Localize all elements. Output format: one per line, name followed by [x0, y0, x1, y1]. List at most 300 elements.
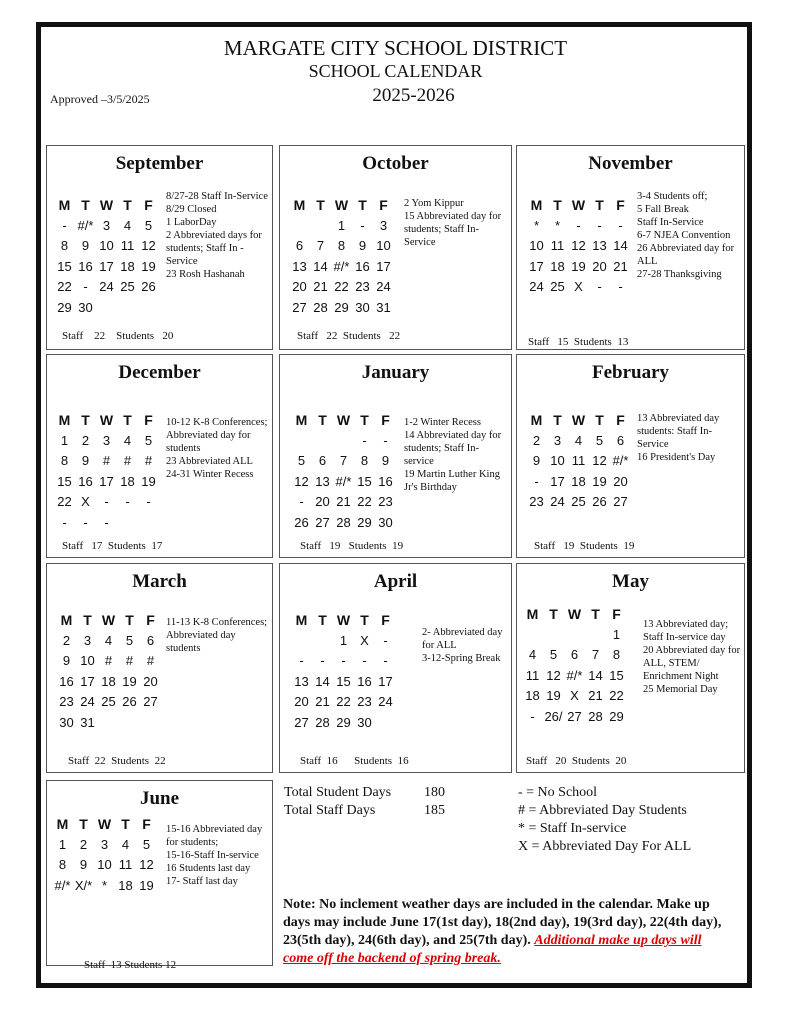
- week-row: [526, 494, 631, 515]
- day-cell: 22: [609, 688, 624, 703]
- day-cell: X: [570, 688, 579, 703]
- day-cell: 19: [546, 688, 561, 703]
- day-cell: 9: [358, 238, 367, 253]
- total-student-days: [284, 784, 445, 802]
- day-cell: 25: [101, 694, 116, 709]
- weekday-header: [56, 612, 161, 633]
- week-row: [291, 674, 396, 695]
- day-cell: 18: [571, 473, 586, 489]
- note-line: 5 Fall Break: [637, 204, 689, 215]
- day-cell: 13: [292, 258, 307, 274]
- day-cell: X: [81, 494, 90, 509]
- month-name: March: [132, 571, 187, 592]
- day-cell: 16: [378, 473, 393, 489]
- day-cell: 8: [58, 857, 67, 872]
- month-name: May: [612, 571, 649, 592]
- day-cell: 7: [591, 647, 600, 662]
- day-grid: [526, 412, 631, 515]
- weekday-label: M: [295, 612, 308, 628]
- weekday-label: M: [530, 197, 543, 213]
- weekday-label: M: [295, 412, 308, 428]
- day-cell: 13: [294, 673, 309, 689]
- day-cell: 13: [592, 238, 607, 253]
- day-cell: 9: [79, 857, 88, 872]
- day-cell: 28: [315, 714, 330, 730]
- day-cell: 27: [613, 494, 628, 509]
- legend: [518, 784, 691, 856]
- day-cell: 7: [316, 238, 325, 253]
- week-row: [291, 694, 396, 715]
- day-cell: 19: [571, 258, 586, 274]
- day-cell: 29: [57, 299, 72, 315]
- day-cell: 27: [294, 714, 309, 730]
- day-grid: [289, 197, 394, 320]
- note-line: 6-7 NJEA Convention: [637, 230, 731, 241]
- day-cell: 16: [355, 258, 370, 274]
- week-row: [526, 433, 631, 454]
- day-cell: -: [62, 217, 67, 233]
- day-cell: 21: [313, 279, 328, 294]
- day-cell: 6: [146, 632, 155, 648]
- day-cell: 18: [118, 877, 133, 893]
- day-cell: 1: [58, 836, 67, 852]
- approved-date: Approved –3/5/2025: [50, 92, 150, 106]
- week-row: [526, 453, 631, 474]
- total-student-label: Total Student Days: [284, 785, 392, 800]
- day-cell: 11: [118, 857, 133, 872]
- day-cell: X: [574, 279, 583, 294]
- month-notes: [637, 412, 743, 464]
- day-grid: [526, 197, 631, 300]
- day-cell: #/*: [77, 217, 94, 233]
- legend-staff-inservice: * = Staff In-service: [518, 821, 627, 836]
- note-line: 17- Staff last day: [166, 876, 238, 887]
- note-line: 1-2 Winter Recess: [404, 417, 481, 428]
- week-row: [54, 474, 159, 495]
- weekday-label: T: [81, 412, 90, 428]
- day-cell: 12: [141, 238, 156, 253]
- day-cell: -: [618, 217, 623, 233]
- day-cell: 12: [571, 238, 586, 253]
- weekday-header: [52, 816, 157, 837]
- day-cell: 8: [337, 238, 346, 253]
- day-cell: 21: [315, 694, 330, 709]
- note-line: 2- Abbreviated day for ALL: [422, 627, 503, 651]
- weekday-label: T: [553, 412, 562, 428]
- month-notes: [166, 416, 270, 481]
- week-row: [291, 715, 396, 736]
- day-cell: -: [597, 279, 602, 294]
- week-row: [291, 633, 396, 654]
- day-cell: 2: [532, 432, 541, 448]
- weekday-label: M: [56, 816, 69, 832]
- day-cell: 7: [339, 453, 348, 468]
- staff-student-count: Staff 19 Students 19: [300, 540, 404, 552]
- month-notes: [404, 416, 508, 494]
- day-cell: 15: [336, 673, 351, 689]
- day-cell: 6: [616, 432, 625, 448]
- day-cell: 4: [121, 836, 130, 852]
- week-row: [522, 709, 627, 730]
- day-cell: 19: [141, 473, 156, 489]
- staff-student-count: Staff 22 Students 20: [62, 330, 174, 342]
- day-cell: 17: [529, 258, 544, 274]
- day-cell: #: [102, 453, 111, 468]
- weekday-label: M: [526, 606, 539, 622]
- week-row: [56, 633, 161, 654]
- day-cell: -: [597, 217, 602, 233]
- day-cell: 14: [315, 673, 330, 689]
- day-cell: -: [83, 514, 88, 530]
- day-cell: 26: [122, 694, 137, 709]
- day-cell: 30: [355, 299, 370, 315]
- day-cell: 15: [609, 667, 624, 683]
- weekday-label: M: [60, 612, 73, 628]
- weekday-header: [291, 412, 396, 433]
- note-line: 20 Abbreviated day for ALL, STEM/ Enrichment Night: [643, 645, 741, 682]
- weekday-label: F: [612, 606, 621, 622]
- note-line: 16 President's Day: [637, 452, 716, 463]
- day-grid: [54, 412, 159, 535]
- day-cell: 18: [120, 258, 135, 274]
- day-cell: 23: [355, 279, 370, 294]
- staff-student-count: Staff 16 Students 16: [300, 755, 409, 767]
- weekday-label: F: [142, 816, 151, 832]
- day-cell: 22: [57, 494, 72, 509]
- day-cell: 16: [78, 258, 93, 274]
- day-cell: 30: [78, 299, 93, 315]
- legend-abbreviated-all: X = Abbreviated Day For ALL: [518, 839, 692, 854]
- day-cell: 1: [612, 626, 621, 642]
- day-cell: -: [299, 653, 304, 668]
- total-staff-value: 185: [424, 803, 445, 818]
- weekday-label: T: [549, 606, 558, 622]
- day-cell: 25: [550, 279, 565, 294]
- day-cell: 8: [60, 238, 69, 253]
- day-cell: #: [125, 653, 134, 668]
- day-cell: -: [299, 494, 304, 509]
- day-cell: *: [554, 217, 561, 233]
- day-cell: 21: [336, 494, 351, 509]
- week-row: [522, 647, 627, 668]
- note-text: Note: No inclement weather days are included in the calendar. Make up days may include June 17(1st day), 18(2nd day), 19(3rd day), 22(4th day), 23(5th day), 24(6th day), and 25(7th day).: [283, 897, 722, 948]
- day-cell: 23: [59, 694, 74, 709]
- weekday-label: M: [58, 197, 71, 213]
- week-row: [291, 494, 396, 515]
- day-cell: -: [362, 653, 367, 668]
- week-row: [291, 433, 396, 454]
- day-cell: 25: [571, 494, 586, 509]
- day-cell: 20: [613, 473, 628, 489]
- total-staff-days: [284, 802, 445, 820]
- day-cell: 11: [571, 453, 586, 468]
- day-cell: 9: [81, 453, 90, 468]
- day-cell: -: [530, 708, 535, 724]
- day-cell: 2: [81, 432, 90, 448]
- day-cell: 11: [120, 238, 135, 253]
- note-line: 3-4 Students off;: [637, 191, 708, 202]
- day-cell: 16: [357, 673, 372, 689]
- day-cell: 13: [315, 473, 330, 489]
- note-line: 23 Abbreviated ALL: [166, 456, 253, 467]
- day-cell: 27: [315, 514, 330, 530]
- day-cell: 5: [142, 836, 151, 852]
- day-cell: -: [341, 653, 346, 668]
- note-line: Staff In-Service: [637, 217, 704, 228]
- day-cell: -: [125, 494, 130, 509]
- day-cell: 22: [336, 694, 351, 709]
- day-cell: 12: [139, 857, 154, 872]
- week-row: [526, 474, 631, 495]
- week-row: [526, 238, 631, 259]
- day-cell: 9: [81, 238, 90, 253]
- day-cell: 4: [528, 647, 537, 662]
- week-row: [291, 474, 396, 495]
- day-cell: 30: [378, 514, 393, 530]
- day-cell: 12: [592, 453, 607, 468]
- weekday-label: F: [381, 412, 390, 428]
- day-cell: 15: [57, 258, 72, 274]
- day-cell: -: [534, 473, 539, 489]
- day-grid: [291, 412, 396, 535]
- legend-no-school: - = No School: [518, 785, 598, 800]
- day-cell: 19: [141, 258, 156, 274]
- day-cell: 5: [144, 217, 153, 233]
- day-cell: 14: [613, 238, 628, 253]
- day-cell: 6: [295, 238, 304, 253]
- day-cell: 9: [381, 453, 390, 468]
- day-cell: 24: [529, 279, 544, 294]
- weekday-label: T: [83, 612, 92, 628]
- day-cell: 14: [588, 667, 603, 683]
- day-cell: 4: [104, 632, 113, 648]
- day-cell: 29: [609, 708, 624, 724]
- week-row: [526, 279, 631, 300]
- note-line: 8/27-28 Staff In-Service: [166, 191, 268, 202]
- note-line: 14 Abbreviated day for students; Staff In-service: [404, 430, 502, 467]
- day-cell: 2: [79, 836, 88, 852]
- weekday-label: M: [293, 197, 306, 213]
- day-cell: 17: [80, 673, 95, 689]
- day-cell: 28: [336, 514, 351, 530]
- day-cell: 22: [357, 494, 372, 509]
- week-row: [54, 259, 159, 280]
- week-row: [291, 453, 396, 474]
- weekday-label: F: [381, 612, 390, 628]
- calendar-subtitle: SCHOOL CALENDAR: [308, 61, 483, 81]
- day-cell: 23: [357, 694, 372, 709]
- day-cell: 19: [592, 473, 607, 489]
- weekday-label: T: [595, 412, 604, 428]
- staff-student-count: Staff 17 Students 17: [62, 540, 163, 552]
- note-line: 24-31 Winter Recess: [166, 469, 254, 480]
- note-line: 19 Martin Luther King Jr's Birthday: [404, 469, 500, 493]
- day-cell: 23: [529, 494, 544, 509]
- week-row: [54, 515, 159, 536]
- weekday-label: M: [530, 412, 543, 428]
- staff-student-count: Staff 20 Students 20: [526, 755, 627, 767]
- day-cell: 9: [62, 653, 71, 668]
- day-cell: 10: [97, 857, 112, 872]
- day-grid: [52, 816, 157, 898]
- weekday-label: F: [616, 412, 625, 428]
- weekday-label: W: [571, 412, 586, 428]
- day-cell: 3: [102, 432, 111, 448]
- day-cell: 18: [120, 473, 135, 489]
- note-line: 26 Abbreviated day for ALL: [637, 243, 735, 267]
- week-row: [291, 515, 396, 536]
- day-cell: 26: [592, 494, 607, 509]
- day-cell: 17: [550, 473, 565, 489]
- day-cell: 30: [59, 714, 74, 730]
- week-row: [289, 259, 394, 280]
- weekday-label: T: [595, 197, 604, 213]
- day-cell: 17: [378, 673, 393, 689]
- day-grid: [56, 612, 161, 735]
- weekday-label: F: [146, 612, 155, 628]
- week-row: [522, 688, 627, 709]
- month-notes: [166, 616, 270, 655]
- day-cell: -: [576, 217, 581, 233]
- day-cell: 18: [101, 673, 116, 689]
- legend-abbreviated-students: # = Abbreviated Day Students: [518, 803, 687, 818]
- weekday-header: [522, 606, 627, 627]
- day-cell: 3: [83, 632, 92, 648]
- day-cell: 10: [550, 453, 565, 468]
- day-cell: #: [104, 653, 113, 668]
- month-notes: [166, 190, 270, 281]
- day-cell: 26: [294, 514, 309, 530]
- day-cell: -: [146, 494, 151, 509]
- day-cell: 28: [588, 708, 603, 724]
- week-row: [289, 300, 394, 321]
- staff-student-count: Staff 13 Students 12: [84, 959, 177, 971]
- weekday-label: T: [591, 606, 600, 622]
- day-cell: 28: [313, 299, 328, 315]
- day-cell: 10: [529, 238, 544, 253]
- day-cell: 31: [376, 299, 391, 315]
- weekday-label: T: [318, 612, 327, 628]
- day-cell: 11: [525, 667, 540, 683]
- day-cell: #: [146, 653, 155, 668]
- month-notes: [643, 618, 743, 696]
- weekday-label: W: [97, 816, 112, 832]
- inclement-weather-note: [283, 896, 723, 968]
- weekday-label: T: [316, 197, 325, 213]
- day-cell: 22: [57, 279, 72, 294]
- weekday-label: T: [81, 197, 90, 213]
- week-row: [56, 674, 161, 695]
- day-cell: 2: [62, 632, 71, 648]
- weekday-header: [291, 612, 396, 633]
- month-name: September: [115, 153, 204, 174]
- week-row: [54, 494, 159, 515]
- weekday-header: [526, 412, 631, 433]
- day-cell: 15: [357, 473, 372, 489]
- day-cell: 5: [144, 432, 153, 448]
- weekday-label: F: [616, 197, 625, 213]
- week-row: [54, 218, 159, 239]
- weekday-label: W: [99, 197, 114, 213]
- school-year: 2025-2026: [372, 85, 455, 106]
- day-cell: 29: [336, 714, 351, 730]
- note-line: 15 Abbreviated day for students; Staff In-Service: [404, 211, 502, 248]
- day-cell: 26/: [544, 708, 563, 724]
- week-row: [526, 259, 631, 280]
- day-cell: 23: [378, 494, 393, 509]
- day-cell: -: [104, 494, 109, 509]
- day-cell: 3: [553, 432, 562, 448]
- note-line: 2 Yom Kippur: [404, 198, 464, 209]
- day-cell: 18: [525, 688, 540, 703]
- weekday-label: W: [99, 412, 114, 428]
- day-cell: #/*: [612, 453, 629, 468]
- month-notes: [166, 823, 270, 888]
- note-line: 16 Students last day: [166, 863, 251, 874]
- day-cell: 27: [292, 299, 307, 315]
- weekday-label: M: [58, 412, 71, 428]
- day-cell: 22: [334, 279, 349, 294]
- day-cell: 10: [376, 238, 391, 253]
- day-cell: 27: [567, 708, 582, 724]
- day-cell: 14: [313, 258, 328, 274]
- day-cell: 4: [574, 432, 583, 448]
- weekday-label: T: [125, 612, 134, 628]
- day-cell: 24: [99, 279, 114, 294]
- note-line: 13 Abbreviated day; Staff In-service day: [643, 619, 729, 643]
- staff-student-count: Staff 22 Students 22: [297, 330, 401, 342]
- month-name: December: [118, 362, 201, 383]
- day-cell: -: [618, 279, 623, 294]
- day-grid: [522, 606, 627, 729]
- day-cell: 31: [80, 714, 95, 730]
- day-cell: 5: [297, 453, 306, 468]
- day-cell: 24: [378, 694, 393, 709]
- day-cell: -: [383, 432, 388, 448]
- week-row: [522, 668, 627, 689]
- week-row: [54, 300, 159, 321]
- day-cell: 4: [123, 217, 132, 233]
- day-cell: 16: [78, 473, 93, 489]
- note-line: 11-13 K-8 Conferences; Abbreviated day students: [166, 617, 268, 654]
- note-red-text: Additional make up days will come off the backend of spring break.: [283, 933, 702, 966]
- week-row: [54, 279, 159, 300]
- day-cell: #/*: [54, 877, 71, 893]
- day-cell: 19: [122, 673, 137, 689]
- day-cell: 10: [80, 653, 95, 668]
- week-row: [526, 218, 631, 239]
- day-cell: 30: [357, 714, 372, 730]
- day-cell: *: [101, 877, 108, 893]
- month-name: February: [591, 362, 670, 383]
- day-grid: [291, 612, 396, 735]
- day-cell: 4: [123, 432, 132, 448]
- day-cell: 8: [612, 647, 621, 662]
- note-line: 25 Memorial Day: [643, 684, 718, 695]
- weekday-label: F: [144, 412, 153, 428]
- day-cell: 6: [318, 453, 327, 468]
- note-line: 2 Abbreviated days for students; Staff In -Service: [166, 230, 262, 267]
- day-cell: 20: [315, 494, 330, 509]
- district-title: MARGATE CITY SCHOOL DISTRICT: [223, 36, 568, 60]
- note-line: 15-16 Abbreviated day for students;: [166, 824, 263, 848]
- day-cell: -: [104, 514, 109, 530]
- weekday-header: [54, 197, 159, 218]
- day-cell: 9: [532, 453, 541, 468]
- total-student-value: 180: [424, 785, 445, 800]
- day-cell: 3: [102, 217, 111, 233]
- weekday-header: [54, 412, 159, 433]
